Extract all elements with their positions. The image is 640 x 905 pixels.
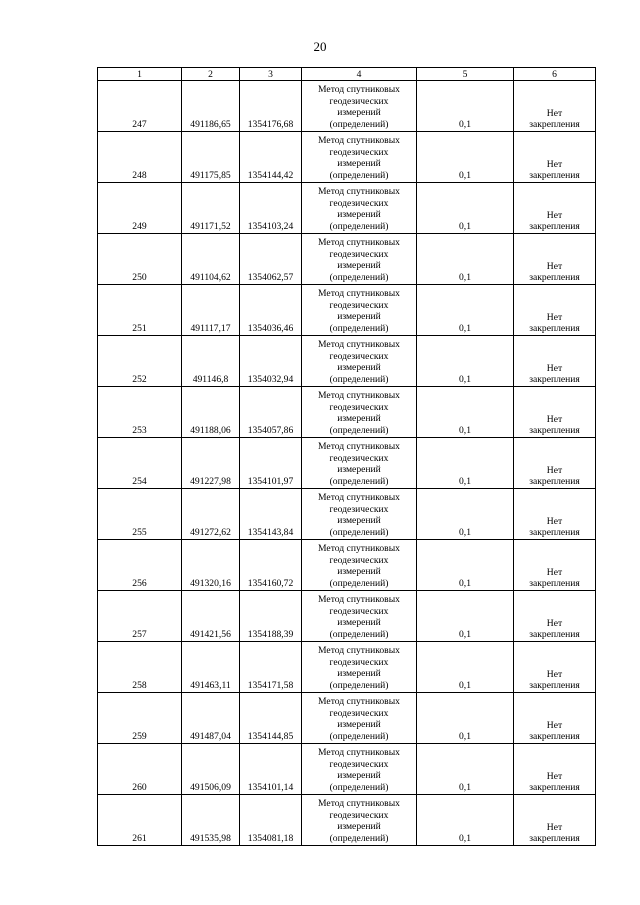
point-number-cell: 250 [98,234,182,285]
method-cell-line: Метод спутниковых [318,186,400,197]
y-coordinate-cell: 1354101,14 [240,744,302,795]
accuracy-cell: 0,1 [417,489,514,540]
method-cell-line: (определений) [329,781,389,793]
fixing-cell [514,183,596,234]
point-number-cell: 249 [98,183,182,234]
method-cell [302,642,417,693]
method-cell-line: (определений) [329,628,389,640]
method-cell-line: геодезических [329,554,389,566]
fixing-cell [514,285,596,336]
page-number: 20 [313,39,327,54]
x-coordinate-cell: 491320,16 [182,540,240,591]
fixing-cell [514,642,596,693]
fixing-cell-line: закрепления [529,476,580,487]
fixing-cell [514,234,596,285]
method-cell-line: измерений [337,617,381,628]
x-coordinate-cell: 491487,04 [182,693,240,744]
method-cell-line: геодезических [329,248,389,260]
fixing-cell-line: Нет [546,516,563,527]
table-row [98,693,596,744]
fixing-cell-line: закрепления [529,221,580,232]
point-number-cell: 257 [98,591,182,642]
fixing-cell-line: Нет [546,414,563,425]
accuracy-cell: 0,1 [417,285,514,336]
accuracy-cell: 0,1 [417,438,514,489]
fixing-cell-line: закрепления [529,119,580,130]
point-number-cell: 256 [98,540,182,591]
accuracy-cell: 0,1 [417,132,514,183]
x-coordinate-cell: 491506,09 [182,744,240,795]
y-coordinate-cell: 1354062,57 [240,234,302,285]
method-cell-line: Метод спутниковых [318,237,400,248]
method-cell-line: измерений [337,464,381,475]
method-cell-line: (определений) [329,424,389,436]
method-cell-line: измерений [337,566,381,577]
method-cell [302,795,417,846]
accuracy-cell: 0,1 [417,183,514,234]
fixing-cell-line: Нет [546,312,563,323]
method-cell-line: (определений) [329,322,389,334]
method-cell [302,387,417,438]
method-cell-line: Метод спутниковых [318,288,400,299]
method-cell [302,540,417,591]
table-row [98,489,596,540]
method-cell-line: геодезических [329,656,389,668]
x-coordinate-cell: 491188,06 [182,387,240,438]
method-cell-line: (определений) [329,271,389,283]
method-cell-line: (определений) [329,475,389,487]
method-cell-line: измерений [337,158,381,169]
fixing-cell-line: Нет [546,363,563,374]
method-cell-line: (определений) [329,526,389,538]
x-coordinate-cell: 491171,52 [182,183,240,234]
x-coordinate-cell: 491272,62 [182,489,240,540]
accuracy-cell: 0,1 [417,642,514,693]
y-coordinate-cell: 1354057,86 [240,387,302,438]
method-cell-line: Метод спутниковых [318,696,400,707]
accuracy-cell: 0,1 [417,744,514,795]
accuracy-cell: 0,1 [417,234,514,285]
fixing-cell-line: закрепления [529,272,580,283]
fixing-cell-line: закрепления [529,833,580,844]
method-cell [302,744,417,795]
method-cell [302,234,417,285]
y-coordinate-cell: 1354081,18 [240,795,302,846]
method-cell [302,336,417,387]
table-row [98,642,596,693]
fixing-cell [514,387,596,438]
fixing-cell [514,438,596,489]
fixing-cell-line: закрепления [529,731,580,742]
column-header-5: 5 [417,68,514,81]
method-cell-line: геодезических [329,95,389,107]
fixing-cell-line: закрепления [529,629,580,640]
method-cell-line: измерений [337,209,381,220]
method-cell-line: (определений) [329,118,389,130]
method-cell-line: геодезических [329,503,389,515]
y-coordinate-cell: 1354032,94 [240,336,302,387]
method-cell-line: (определений) [329,679,389,691]
point-number-cell: 253 [98,387,182,438]
method-cell-line: измерений [337,821,381,832]
point-number-cell: 255 [98,489,182,540]
fixing-cell [514,81,596,132]
method-cell-line: геодезических [329,197,389,209]
x-coordinate-cell: 491463,11 [182,642,240,693]
method-cell-line: Метод спутниковых [318,798,400,809]
method-cell-line: измерений [337,770,381,781]
fixing-cell-line: Нет [546,669,563,680]
method-cell-line: Метод спутниковых [318,543,400,554]
fixing-cell-line: Нет [546,210,563,221]
point-number-cell: 260 [98,744,182,795]
fixing-cell-line: Нет [546,618,563,629]
method-cell-line: (определений) [329,169,389,181]
header-row [98,68,596,81]
fixing-cell-line: Нет [546,822,563,833]
x-coordinate-cell: 491227,98 [182,438,240,489]
column-header-6: 6 [514,68,596,81]
table-row [98,285,596,336]
fixing-cell [514,591,596,642]
method-cell-line: измерений [337,260,381,271]
table-body [98,81,596,846]
method-cell-line: измерений [337,668,381,679]
method-cell-line: Метод спутниковых [318,390,400,401]
y-coordinate-cell: 1354144,85 [240,693,302,744]
method-cell-line: Метод спутниковых [318,135,400,146]
point-number-cell: 254 [98,438,182,489]
x-coordinate-cell: 491117,17 [182,285,240,336]
y-coordinate-cell: 1354101,97 [240,438,302,489]
method-cell-line: Метод спутниковых [318,339,400,350]
y-coordinate-cell: 1354143,84 [240,489,302,540]
accuracy-cell: 0,1 [417,336,514,387]
table-row [98,744,596,795]
y-coordinate-cell: 1354176,68 [240,81,302,132]
method-cell-line: измерений [337,413,381,424]
method-cell-line: Метод спутниковых [318,594,400,605]
fixing-cell-line: Нет [546,465,563,476]
method-cell [302,132,417,183]
point-number-cell: 259 [98,693,182,744]
column-header-1: 1 [98,68,182,81]
method-cell-line: геодезических [329,146,389,158]
fixing-cell-line: закрепления [529,680,580,691]
y-coordinate-cell: 1354103,24 [240,183,302,234]
point-number-cell: 252 [98,336,182,387]
method-cell-line: геодезических [329,605,389,617]
y-coordinate-cell: 1354160,72 [240,540,302,591]
fixing-cell [514,336,596,387]
table-row [98,795,596,846]
accuracy-cell: 0,1 [417,540,514,591]
method-cell [302,489,417,540]
method-cell-line: геодезических [329,401,389,413]
method-cell-line: геодезических [329,758,389,770]
x-coordinate-cell: 491421,56 [182,591,240,642]
accuracy-cell: 0,1 [417,591,514,642]
method-cell-line: измерений [337,719,381,730]
fixing-cell-line: закрепления [529,527,580,538]
fixing-cell [514,540,596,591]
method-cell-line: Метод спутниковых [318,84,400,95]
method-cell [302,285,417,336]
table-row [98,540,596,591]
point-number-cell: 251 [98,285,182,336]
method-cell-line: Метод спутниковых [318,747,400,758]
point-number-cell: 258 [98,642,182,693]
method-cell-line: Метод спутниковых [318,441,400,452]
column-header-3: 3 [240,68,302,81]
method-cell [302,183,417,234]
y-coordinate-cell: 1354188,39 [240,591,302,642]
table-header [98,68,596,81]
fixing-cell [514,795,596,846]
method-cell-line: измерений [337,362,381,373]
method-cell-line: (определений) [329,832,389,844]
table-row [98,336,596,387]
table-row [98,183,596,234]
fixing-cell-line: Нет [546,261,563,272]
x-coordinate-cell: 491535,98 [182,795,240,846]
table-row [98,387,596,438]
point-number-cell: 247 [98,81,182,132]
fixing-cell-line: закрепления [529,578,580,589]
table-row [98,591,596,642]
fixing-cell-line: закрепления [529,425,580,436]
method-cell-line: геодезических [329,299,389,311]
method-cell-line: геодезических [329,350,389,362]
table-row [98,81,596,132]
method-cell [302,438,417,489]
accuracy-cell: 0,1 [417,81,514,132]
fixing-cell-line: закрепления [529,374,580,385]
x-coordinate-cell: 491175,85 [182,132,240,183]
method-cell-line: измерений [337,515,381,526]
method-cell-line: геодезических [329,809,389,821]
accuracy-cell: 0,1 [417,387,514,438]
x-coordinate-cell: 491186,65 [182,81,240,132]
fixing-cell [514,744,596,795]
table-row [98,438,596,489]
fixing-cell-line: закрепления [529,782,580,793]
fixing-cell-line: Нет [546,771,563,782]
table-row [98,234,596,285]
method-cell [302,591,417,642]
fixing-cell-line: закрепления [529,170,580,181]
column-header-4: 4 [302,68,417,81]
y-coordinate-cell: 1354144,42 [240,132,302,183]
y-coordinate-cell: 1354171,58 [240,642,302,693]
method-cell-line: геодезических [329,452,389,464]
accuracy-cell: 0,1 [417,693,514,744]
accuracy-cell: 0,1 [417,795,514,846]
fixing-cell-line: Нет [546,567,563,578]
point-number-cell: 261 [98,795,182,846]
x-coordinate-cell: 491104,62 [182,234,240,285]
fixing-cell-line: Нет [546,720,563,731]
method-cell-line: (определений) [329,730,389,742]
method-cell-line: измерений [337,311,381,322]
method-cell-line: (определений) [329,220,389,232]
method-cell [302,693,417,744]
y-coordinate-cell: 1354036,46 [240,285,302,336]
method-cell-line: геодезических [329,707,389,719]
coordinates-table [97,67,596,846]
table-row [98,132,596,183]
x-coordinate-cell: 491146,8 [182,336,240,387]
method-cell-line: (определений) [329,577,389,589]
fixing-cell [514,693,596,744]
method-cell-line: измерений [337,107,381,118]
column-header-2: 2 [182,68,240,81]
fixing-cell-line: Нет [546,159,563,170]
fixing-cell-line: Нет [546,108,563,119]
point-number-cell: 248 [98,132,182,183]
fixing-cell [514,489,596,540]
method-cell [302,81,417,132]
fixing-cell-line: закрепления [529,323,580,334]
method-cell-line: Метод спутниковых [318,492,400,503]
fixing-cell [514,132,596,183]
method-cell-line: Метод спутниковых [318,645,400,656]
method-cell-line: (определений) [329,373,389,385]
